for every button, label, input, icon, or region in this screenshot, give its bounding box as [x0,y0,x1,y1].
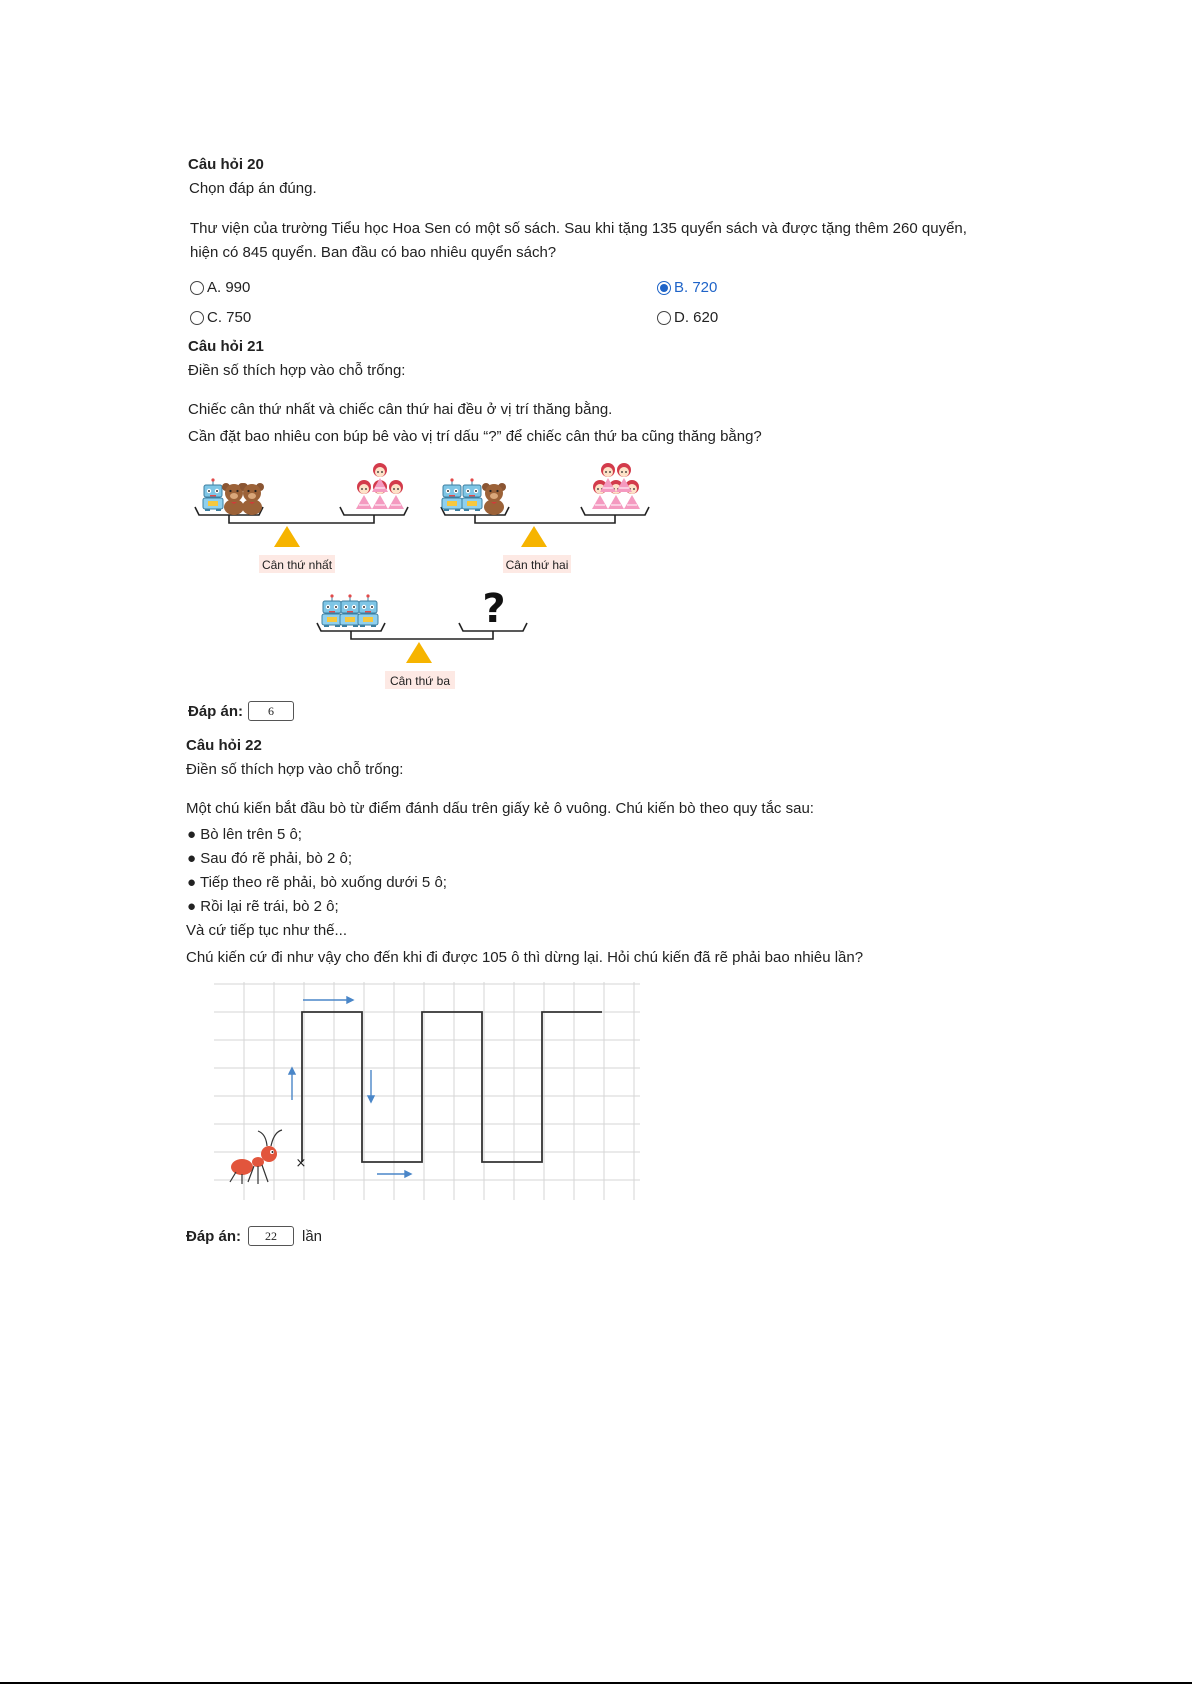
scale-3 [317,586,527,689]
scale-1 [195,463,408,573]
fulcrum-triangle-1 [274,526,300,547]
scale-2 [441,463,649,573]
q21-title: Câu hỏi 21 [188,338,264,355]
q22-text-line1: Một chú kiến bắt đầu bò từ điểm đánh dấu trên giấy kẻ ô vuông. Chú kiến bò theo quy tắc sau: [186,800,814,817]
scale-2-label: Cân thứ hai [505,558,569,572]
robot-icon [462,478,482,511]
q21-text-line1: Chiếc cân thứ nhất và chiếc cân thứ hai đều ở vị trí thăng bằng. [188,401,613,418]
q20-title: Câu hỏi 20 [188,156,264,173]
robot-icon [442,478,462,511]
q21-text-line2: Cần đặt bao nhiêu con búp bê vào vị trí dấu “?” để chiếc cân thứ ba cũng thăng bằng? [188,428,762,445]
q20-option-d[interactable]: D. 620 [657,309,718,326]
q21-instruction: Điền số thích hợp vào chỗ trống: [188,362,406,379]
q22-answer-unit: lần [302,1228,323,1245]
q22-answer-input[interactable]: 22 [248,1226,294,1246]
scale-1-label: Cân thứ nhất [261,558,333,572]
question-mark-icon: ? [482,586,506,632]
q20-option-a[interactable]: A. 990 [190,279,250,296]
q21-answer-label: Đáp án: [188,703,244,720]
page-bottom-rule [0,1682,1192,1684]
radio-icon[interactable] [190,311,204,325]
radio-icon[interactable] [190,281,204,295]
q22-bullet-1: ● Bò lên trên 5 ô; [187,826,302,843]
q20-option-c[interactable]: C. 750 [190,309,251,326]
ant-path [302,1012,602,1162]
teddy-bear-icon [240,483,264,515]
teddy-bear-icon [482,483,506,515]
balance-scales-figure [190,455,670,695]
q21-answer-input[interactable]: 6 [248,701,294,721]
doll-icon [388,480,404,509]
q20-instruction: Chọn đáp án đúng. [189,180,317,197]
q20-option-b[interactable]: B. 720 [657,279,717,296]
q20-text-line1: Thư viện của trường Tiểu học Hoa Sen có một số sách. Sau khi tặng 135 quyển sách và được tặng thêm 260 quyển, [190,220,967,237]
direction-arrows [289,997,411,1177]
q22-title: Câu hỏi 22 [186,737,262,754]
scale-3-label: Cân thứ ba [389,674,451,688]
ant-path-grid-figure [214,982,644,1204]
fulcrum-triangle-2 [521,526,547,547]
radio-selected-icon[interactable] [657,281,671,295]
robot-icon [340,594,360,627]
robot-icon [358,594,378,627]
robot-icon [203,478,223,511]
doll-icon [356,480,372,509]
q22-bullet-3: ● Tiếp theo rẽ phải, bò xuống dưới 5 ô; [187,874,447,891]
q20-text-line2: hiện có 845 quyển. Ban đầu có bao nhiêu quyển sách? [190,244,557,261]
robot-icon [322,594,342,627]
q22-answer-label: Đáp án: [186,1228,242,1245]
q22-bullet-4: ● Rồi lại rẽ trái, bò 2 ô; [187,898,339,915]
radio-icon[interactable] [657,311,671,325]
fulcrum-triangle-3 [406,642,432,663]
q22-text-question: Chú kiến cứ đi như vậy cho đến khi đi được 105 ô thì dừng lại. Hỏi chú kiến đã rẽ phải bao nhiêu lần? [186,949,864,966]
start-mark: × [295,1156,307,1171]
q22-text-continue: Và cứ tiếp tục như thế... [186,922,348,939]
q22-instruction: Điền số thích hợp vào chỗ trống: [186,761,404,778]
grid-lines [214,982,640,1200]
q22-bullet-2: ● Sau đó rẽ phải, bò 2 ô; [187,850,353,867]
